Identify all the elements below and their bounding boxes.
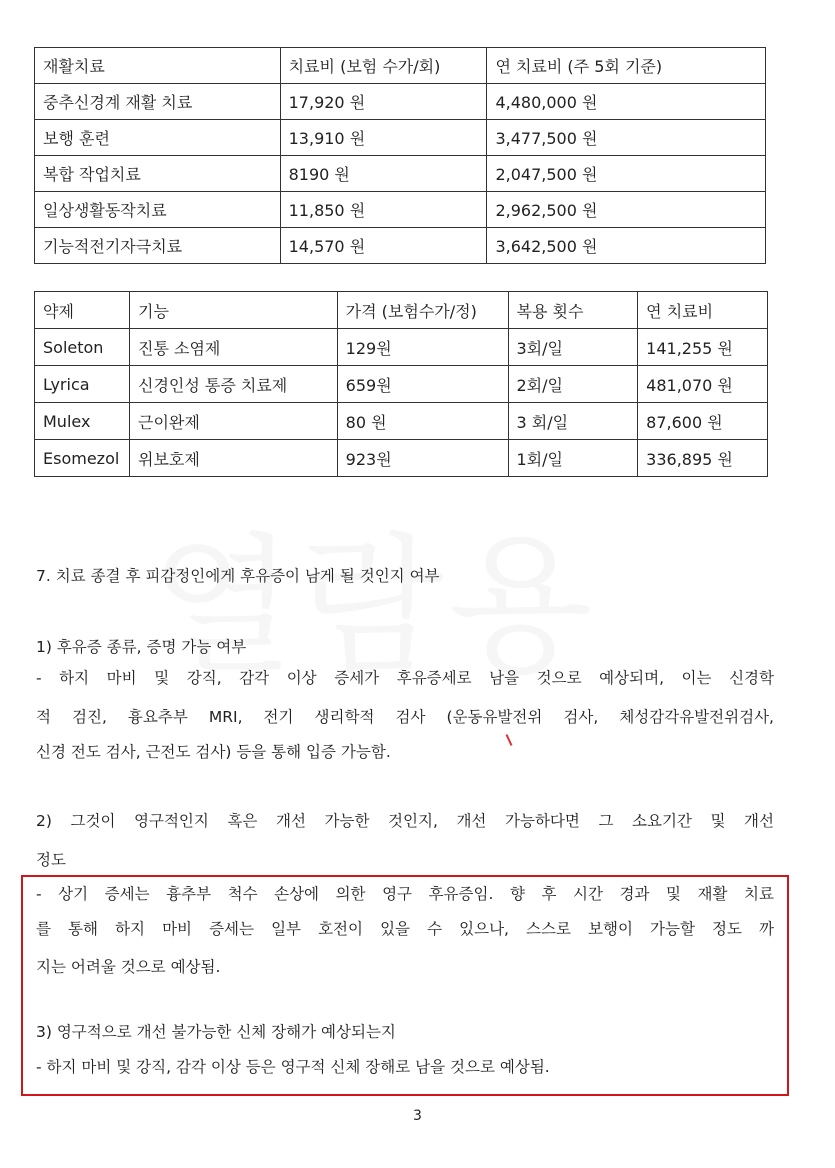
table-cell: Esomezol <box>35 440 130 477</box>
header-cell: 치료비 (보험 수가/회) <box>280 48 487 84</box>
page-number: 3 <box>413 1108 422 1124</box>
table-cell: 13,910 원 <box>280 120 487 156</box>
table-cell: 위보호제 <box>129 440 337 477</box>
q2-line: - 상기 증세는 흉추부 척수 손상에 의한 영구 후유증임. 향 후 시간 경과 및 재활 치료 <box>36 885 774 903</box>
q1-line: 적 검진, 흉요추부 MRI, 전기 생리학적 검사 (운동유발전위 검사, 체성감각유발전위검사, <box>36 708 774 726</box>
header-cell: 약제 <box>35 292 130 329</box>
table-cell: Lyrica <box>35 366 130 403</box>
table-row <box>35 329 768 366</box>
q2-line: 를 통해 하지 마비 증세는 일부 호전이 있을 수 있으나, 스스로 보행이 가능할 정도 까 <box>36 920 774 938</box>
table-row <box>35 403 768 440</box>
header-cell: 재활치료 <box>35 48 281 84</box>
table-cell: 복합 작업치료 <box>35 156 281 192</box>
table-cell: 근이완제 <box>129 403 337 440</box>
drug-cost-table <box>34 291 768 477</box>
q3-line: - 하지 마비 및 강직, 감각 이상 등은 영구적 신체 장해로 남을 것으로 예상됨. <box>36 1058 550 1076</box>
q2-heading: 정도 <box>36 851 66 869</box>
q3-heading: 3) 영구적으로 개선 불가능한 신체 장해가 예상되는지 <box>36 1023 396 1041</box>
header-cell: 복용 횟수 <box>508 292 638 329</box>
table-cell: 2,047,500 원 <box>487 156 766 192</box>
header-cell: 연 치료비 (주 5회 기준) <box>487 48 766 84</box>
table-cell: 11,850 원 <box>280 192 487 228</box>
table-cell: 1회/일 <box>508 440 638 477</box>
table-row <box>35 84 766 120</box>
table-cell: 중추신경계 재활 치료 <box>35 84 281 120</box>
table-cell: 2회/일 <box>508 366 638 403</box>
q1-heading: 1) 후유증 종류, 증명 가능 여부 <box>36 638 247 656</box>
table-cell: 3,477,500 원 <box>487 120 766 156</box>
table-cell: 141,255 원 <box>638 329 768 366</box>
q2-line: 지는 어려울 것으로 예상됨. <box>36 958 221 976</box>
table-cell: 8190 원 <box>280 156 487 192</box>
rehab-cost-table <box>34 47 766 264</box>
table-row <box>35 120 766 156</box>
table-cell: 보행 훈련 <box>35 120 281 156</box>
table-cell: 481,070 원 <box>638 366 768 403</box>
header-cell: 연 치료비 <box>638 292 768 329</box>
table-row <box>35 366 768 403</box>
q2-heading: 2) 그것이 영구적인지 혹은 개선 가능한 것인지, 개선 가능하다면 그 소요기간 및 개선 <box>36 812 774 830</box>
table-cell: 3 회/일 <box>508 403 638 440</box>
section-title: 7. 치료 종결 후 피감정인에게 후유증이 남게 될 것인지 여부 <box>36 567 440 585</box>
table-row <box>35 228 766 264</box>
q1-line: - 하지 마비 및 강직, 감각 이상 증세가 후유증세로 남을 것으로 예상되며, 이는 신경학 <box>36 669 774 687</box>
table-cell: Mulex <box>35 403 130 440</box>
table-row <box>35 192 766 228</box>
table-row <box>35 440 768 477</box>
table-cell: 14,570 원 <box>280 228 487 264</box>
table-cell: 659원 <box>337 366 508 403</box>
red-pen-mark <box>506 734 513 746</box>
table-row <box>35 156 766 192</box>
table-cell: 4,480,000 원 <box>487 84 766 120</box>
table-cell: 3,642,500 원 <box>487 228 766 264</box>
header-cell: 기능 <box>129 292 337 329</box>
table-cell: 3회/일 <box>508 329 638 366</box>
table-header-row <box>35 292 768 329</box>
header-cell: 가격 (보험수가/정) <box>337 292 508 329</box>
table-cell: 129원 <box>337 329 508 366</box>
table-cell: 923원 <box>337 440 508 477</box>
table-cell: 신경인성 통증 치료제 <box>129 366 337 403</box>
table-header-row <box>35 48 766 84</box>
table-cell: 2,962,500 원 <box>487 192 766 228</box>
q1-line: 신경 전도 검사, 근전도 검사) 등을 통해 입증 가능함. <box>36 743 391 761</box>
table-cell: 기능적전기자극치료 <box>35 228 281 264</box>
table-cell: 진통 소염제 <box>129 329 337 366</box>
table-cell: 87,600 원 <box>638 403 768 440</box>
table-cell: 일상생활동작치료 <box>35 192 281 228</box>
table-cell: 80 원 <box>337 403 508 440</box>
table-cell: 336,895 원 <box>638 440 768 477</box>
table-cell: 17,920 원 <box>280 84 487 120</box>
table-cell: Soleton <box>35 329 130 366</box>
